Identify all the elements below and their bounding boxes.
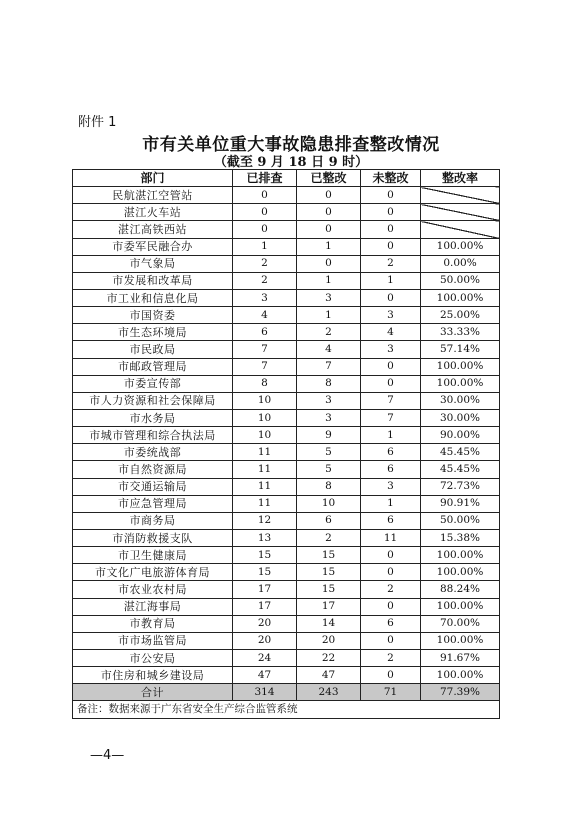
cell-rate: 45.45% xyxy=(421,461,500,478)
cell-fixed: 0 xyxy=(297,187,361,204)
cell-unfixed: 4 xyxy=(361,324,421,341)
cell-unfixed: 7 xyxy=(361,392,421,409)
total-dept: 合计 xyxy=(73,684,233,701)
cell-unfixed: 0 xyxy=(361,667,421,684)
cell-checked: 7 xyxy=(233,341,297,358)
cell-dept: 市应急管理局 xyxy=(73,495,233,512)
cell-checked: 20 xyxy=(233,615,297,632)
cell-rate: 88.24% xyxy=(421,581,500,598)
header-fixed: 已整改 xyxy=(297,170,361,187)
cell-fixed: 1 xyxy=(297,238,361,255)
cell-dept: 市委军民融合办 xyxy=(73,238,233,255)
table-note: 备注：数据来源于广东省安全生产综合监管系统 xyxy=(73,701,500,718)
table-row xyxy=(73,358,500,375)
cell-rate: 100.00% xyxy=(421,598,500,615)
cell-checked: 12 xyxy=(233,512,297,529)
total-checked: 314 xyxy=(233,684,297,701)
cell-checked: 13 xyxy=(233,529,297,546)
cell-dept: 湛江高铁西站 xyxy=(73,221,233,238)
cell-dept: 市市场监管局 xyxy=(73,632,233,649)
table-row xyxy=(73,547,500,564)
table-row xyxy=(73,581,500,598)
cell-rate-empty-diagonal xyxy=(421,187,500,204)
cell-fixed: 47 xyxy=(297,667,361,684)
cell-fixed: 9 xyxy=(297,427,361,444)
cell-unfixed: 2 xyxy=(361,649,421,666)
cell-unfixed: 6 xyxy=(361,444,421,461)
document-title: 市有关单位重大事故隐患排查整改情况 xyxy=(142,135,440,155)
cell-dept: 市发展和改革局 xyxy=(73,272,233,289)
page-number: —4— xyxy=(90,748,125,763)
table-row xyxy=(73,324,500,341)
cell-rate: 33.33% xyxy=(421,324,500,341)
cell-fixed: 2 xyxy=(297,529,361,546)
cell-unfixed: 6 xyxy=(361,615,421,632)
cell-rate: 100.00% xyxy=(421,358,500,375)
cell-checked: 15 xyxy=(233,547,297,564)
cell-fixed: 8 xyxy=(297,375,361,392)
table-row xyxy=(73,392,500,409)
table-row xyxy=(73,615,500,632)
cell-dept: 湛江火车站 xyxy=(73,204,233,221)
cell-unfixed: 0 xyxy=(361,564,421,581)
cell-unfixed: 0 xyxy=(361,204,421,221)
cell-dept: 市文化广电旅游体育局 xyxy=(73,564,233,581)
cell-dept: 市商务局 xyxy=(73,512,233,529)
cell-unfixed: 11 xyxy=(361,529,421,546)
cell-dept: 市水务局 xyxy=(73,409,233,426)
cell-rate: 30.00% xyxy=(421,409,500,426)
table-row xyxy=(73,307,500,324)
cell-rate-empty-diagonal xyxy=(421,221,500,238)
cell-checked: 10 xyxy=(233,392,297,409)
cell-unfixed: 0 xyxy=(361,547,421,564)
cell-fixed: 8 xyxy=(297,478,361,495)
cell-dept: 市消防救援支队 xyxy=(73,529,233,546)
cell-rate-empty-diagonal xyxy=(421,204,500,221)
cell-fixed: 15 xyxy=(297,547,361,564)
table-row xyxy=(73,221,500,238)
cell-fixed: 5 xyxy=(297,461,361,478)
cell-unfixed: 1 xyxy=(361,495,421,512)
table-row xyxy=(73,598,500,615)
cell-rate: 30.00% xyxy=(421,392,500,409)
cell-unfixed: 0 xyxy=(361,187,421,204)
header-checked: 已排查 xyxy=(233,170,297,187)
cell-checked: 20 xyxy=(233,632,297,649)
table-row xyxy=(73,204,500,221)
cell-fixed: 3 xyxy=(297,409,361,426)
table-body xyxy=(73,187,500,718)
cell-unfixed: 2 xyxy=(361,581,421,598)
cell-dept: 市卫生健康局 xyxy=(73,547,233,564)
cell-fixed: 0 xyxy=(297,204,361,221)
cell-fixed: 6 xyxy=(297,512,361,529)
cell-checked: 17 xyxy=(233,581,297,598)
cell-fixed: 1 xyxy=(297,272,361,289)
cell-rate: 50.00% xyxy=(421,512,500,529)
cell-checked: 7 xyxy=(233,358,297,375)
cell-dept: 市自然资源局 xyxy=(73,461,233,478)
table-total-row xyxy=(73,684,500,701)
cell-rate: 45.45% xyxy=(421,444,500,461)
cell-unfixed: 3 xyxy=(361,341,421,358)
table-row xyxy=(73,187,500,204)
cell-checked: 47 xyxy=(233,667,297,684)
table-row xyxy=(73,632,500,649)
cell-unfixed: 0 xyxy=(361,289,421,306)
table-row xyxy=(73,272,500,289)
cell-fixed: 0 xyxy=(297,221,361,238)
cell-fixed: 17 xyxy=(297,598,361,615)
total-unfixed: 71 xyxy=(361,684,421,701)
cell-fixed: 3 xyxy=(297,392,361,409)
cell-unfixed: 6 xyxy=(361,512,421,529)
total-fixed: 243 xyxy=(297,684,361,701)
cell-fixed: 22 xyxy=(297,649,361,666)
cell-dept: 市人力资源和社会保障局 xyxy=(73,392,233,409)
cell-fixed: 7 xyxy=(297,358,361,375)
cell-rate: 100.00% xyxy=(421,547,500,564)
cell-checked: 3 xyxy=(233,289,297,306)
cell-dept: 市民政局 xyxy=(73,341,233,358)
cell-rate: 100.00% xyxy=(421,632,500,649)
cell-checked: 10 xyxy=(233,409,297,426)
table-row xyxy=(73,667,500,684)
cell-unfixed: 2 xyxy=(361,255,421,272)
cell-rate: 100.00% xyxy=(421,564,500,581)
cell-dept: 湛江海事局 xyxy=(73,598,233,615)
cell-dept: 市农业农村局 xyxy=(73,581,233,598)
cell-dept: 市交通运输局 xyxy=(73,478,233,495)
cell-checked: 4 xyxy=(233,307,297,324)
cell-rate: 90.00% xyxy=(421,427,500,444)
table-header-row xyxy=(73,170,500,187)
cell-dept: 市教育局 xyxy=(73,615,233,632)
total-rate: 77.39% xyxy=(421,684,500,701)
cell-checked: 11 xyxy=(233,444,297,461)
cell-checked: 2 xyxy=(233,272,297,289)
cell-fixed: 14 xyxy=(297,615,361,632)
cell-dept: 民航湛江空管站 xyxy=(73,187,233,204)
cell-rate: 100.00% xyxy=(421,289,500,306)
cell-fixed: 20 xyxy=(297,632,361,649)
table-row xyxy=(73,238,500,255)
cell-rate: 91.67% xyxy=(421,649,500,666)
cell-rate: 0.00% xyxy=(421,255,500,272)
cell-unfixed: 0 xyxy=(361,375,421,392)
table-row xyxy=(73,529,500,546)
cell-fixed: 5 xyxy=(297,444,361,461)
cell-fixed: 2 xyxy=(297,324,361,341)
cell-checked: 17 xyxy=(233,598,297,615)
cell-checked: 11 xyxy=(233,461,297,478)
cell-fixed: 15 xyxy=(297,581,361,598)
table-note-row xyxy=(73,701,500,718)
cell-unfixed: 7 xyxy=(361,409,421,426)
cell-rate: 100.00% xyxy=(421,238,500,255)
cell-unfixed: 0 xyxy=(361,221,421,238)
cell-checked: 1 xyxy=(233,238,297,255)
cell-fixed: 10 xyxy=(297,495,361,512)
document-subtitle: （截至 9 月 18 日 9 时） xyxy=(213,155,369,170)
cell-dept: 市生态环境局 xyxy=(73,324,233,341)
table-row xyxy=(73,478,500,495)
cell-unfixed: 1 xyxy=(361,427,421,444)
cell-unfixed: 0 xyxy=(361,358,421,375)
cell-dept: 市邮政管理局 xyxy=(73,358,233,375)
cell-fixed: 15 xyxy=(297,564,361,581)
cell-dept: 市国资委 xyxy=(73,307,233,324)
cell-rate: 57.14% xyxy=(421,341,500,358)
cell-rate: 50.00% xyxy=(421,272,500,289)
cell-rate: 72.73% xyxy=(421,478,500,495)
cell-checked: 8 xyxy=(233,375,297,392)
table-row xyxy=(73,461,500,478)
cell-dept: 市城市管理和综合执法局 xyxy=(73,427,233,444)
cell-checked: 15 xyxy=(233,564,297,581)
cell-fixed: 0 xyxy=(297,255,361,272)
table-row xyxy=(73,427,500,444)
cell-checked: 10 xyxy=(233,427,297,444)
cell-unfixed: 3 xyxy=(361,478,421,495)
cell-checked: 0 xyxy=(233,187,297,204)
table-row xyxy=(73,649,500,666)
cell-dept: 市委宣传部 xyxy=(73,375,233,392)
table-row xyxy=(73,409,500,426)
table-row xyxy=(73,375,500,392)
cell-rate: 100.00% xyxy=(421,667,500,684)
cell-fixed: 4 xyxy=(297,341,361,358)
attachment-label: 附件 1 xyxy=(78,115,117,130)
cell-fixed: 1 xyxy=(297,307,361,324)
table-row xyxy=(73,512,500,529)
cell-unfixed: 0 xyxy=(361,598,421,615)
cell-rate: 100.00% xyxy=(421,375,500,392)
cell-checked: 11 xyxy=(233,478,297,495)
cell-dept: 市工业和信息化局 xyxy=(73,289,233,306)
cell-rate: 15.38% xyxy=(421,529,500,546)
cell-dept: 市委统战部 xyxy=(73,444,233,461)
cell-rate: 25.00% xyxy=(421,307,500,324)
header-unfixed: 未整改 xyxy=(361,170,421,187)
cell-rate: 70.00% xyxy=(421,615,500,632)
cell-checked: 0 xyxy=(233,221,297,238)
cell-dept: 市公安局 xyxy=(73,649,233,666)
cell-checked: 6 xyxy=(233,324,297,341)
cell-dept: 市住房和城乡建设局 xyxy=(73,667,233,684)
table-row xyxy=(73,495,500,512)
table-row xyxy=(73,255,500,272)
cell-unfixed: 1 xyxy=(361,272,421,289)
table-row xyxy=(73,444,500,461)
cell-checked: 11 xyxy=(233,495,297,512)
cell-checked: 0 xyxy=(233,204,297,221)
header-rate: 整改率 xyxy=(421,170,500,187)
cell-unfixed: 0 xyxy=(361,632,421,649)
cell-checked: 24 xyxy=(233,649,297,666)
rectification-table xyxy=(72,169,500,719)
cell-unfixed: 6 xyxy=(361,461,421,478)
cell-unfixed: 0 xyxy=(361,238,421,255)
header-dept: 部门 xyxy=(73,170,233,187)
table-row xyxy=(73,341,500,358)
table-row xyxy=(73,564,500,581)
cell-rate: 90.91% xyxy=(421,495,500,512)
cell-dept: 市气象局 xyxy=(73,255,233,272)
cell-unfixed: 3 xyxy=(361,307,421,324)
table-row xyxy=(73,289,500,306)
cell-checked: 2 xyxy=(233,255,297,272)
cell-fixed: 3 xyxy=(297,289,361,306)
